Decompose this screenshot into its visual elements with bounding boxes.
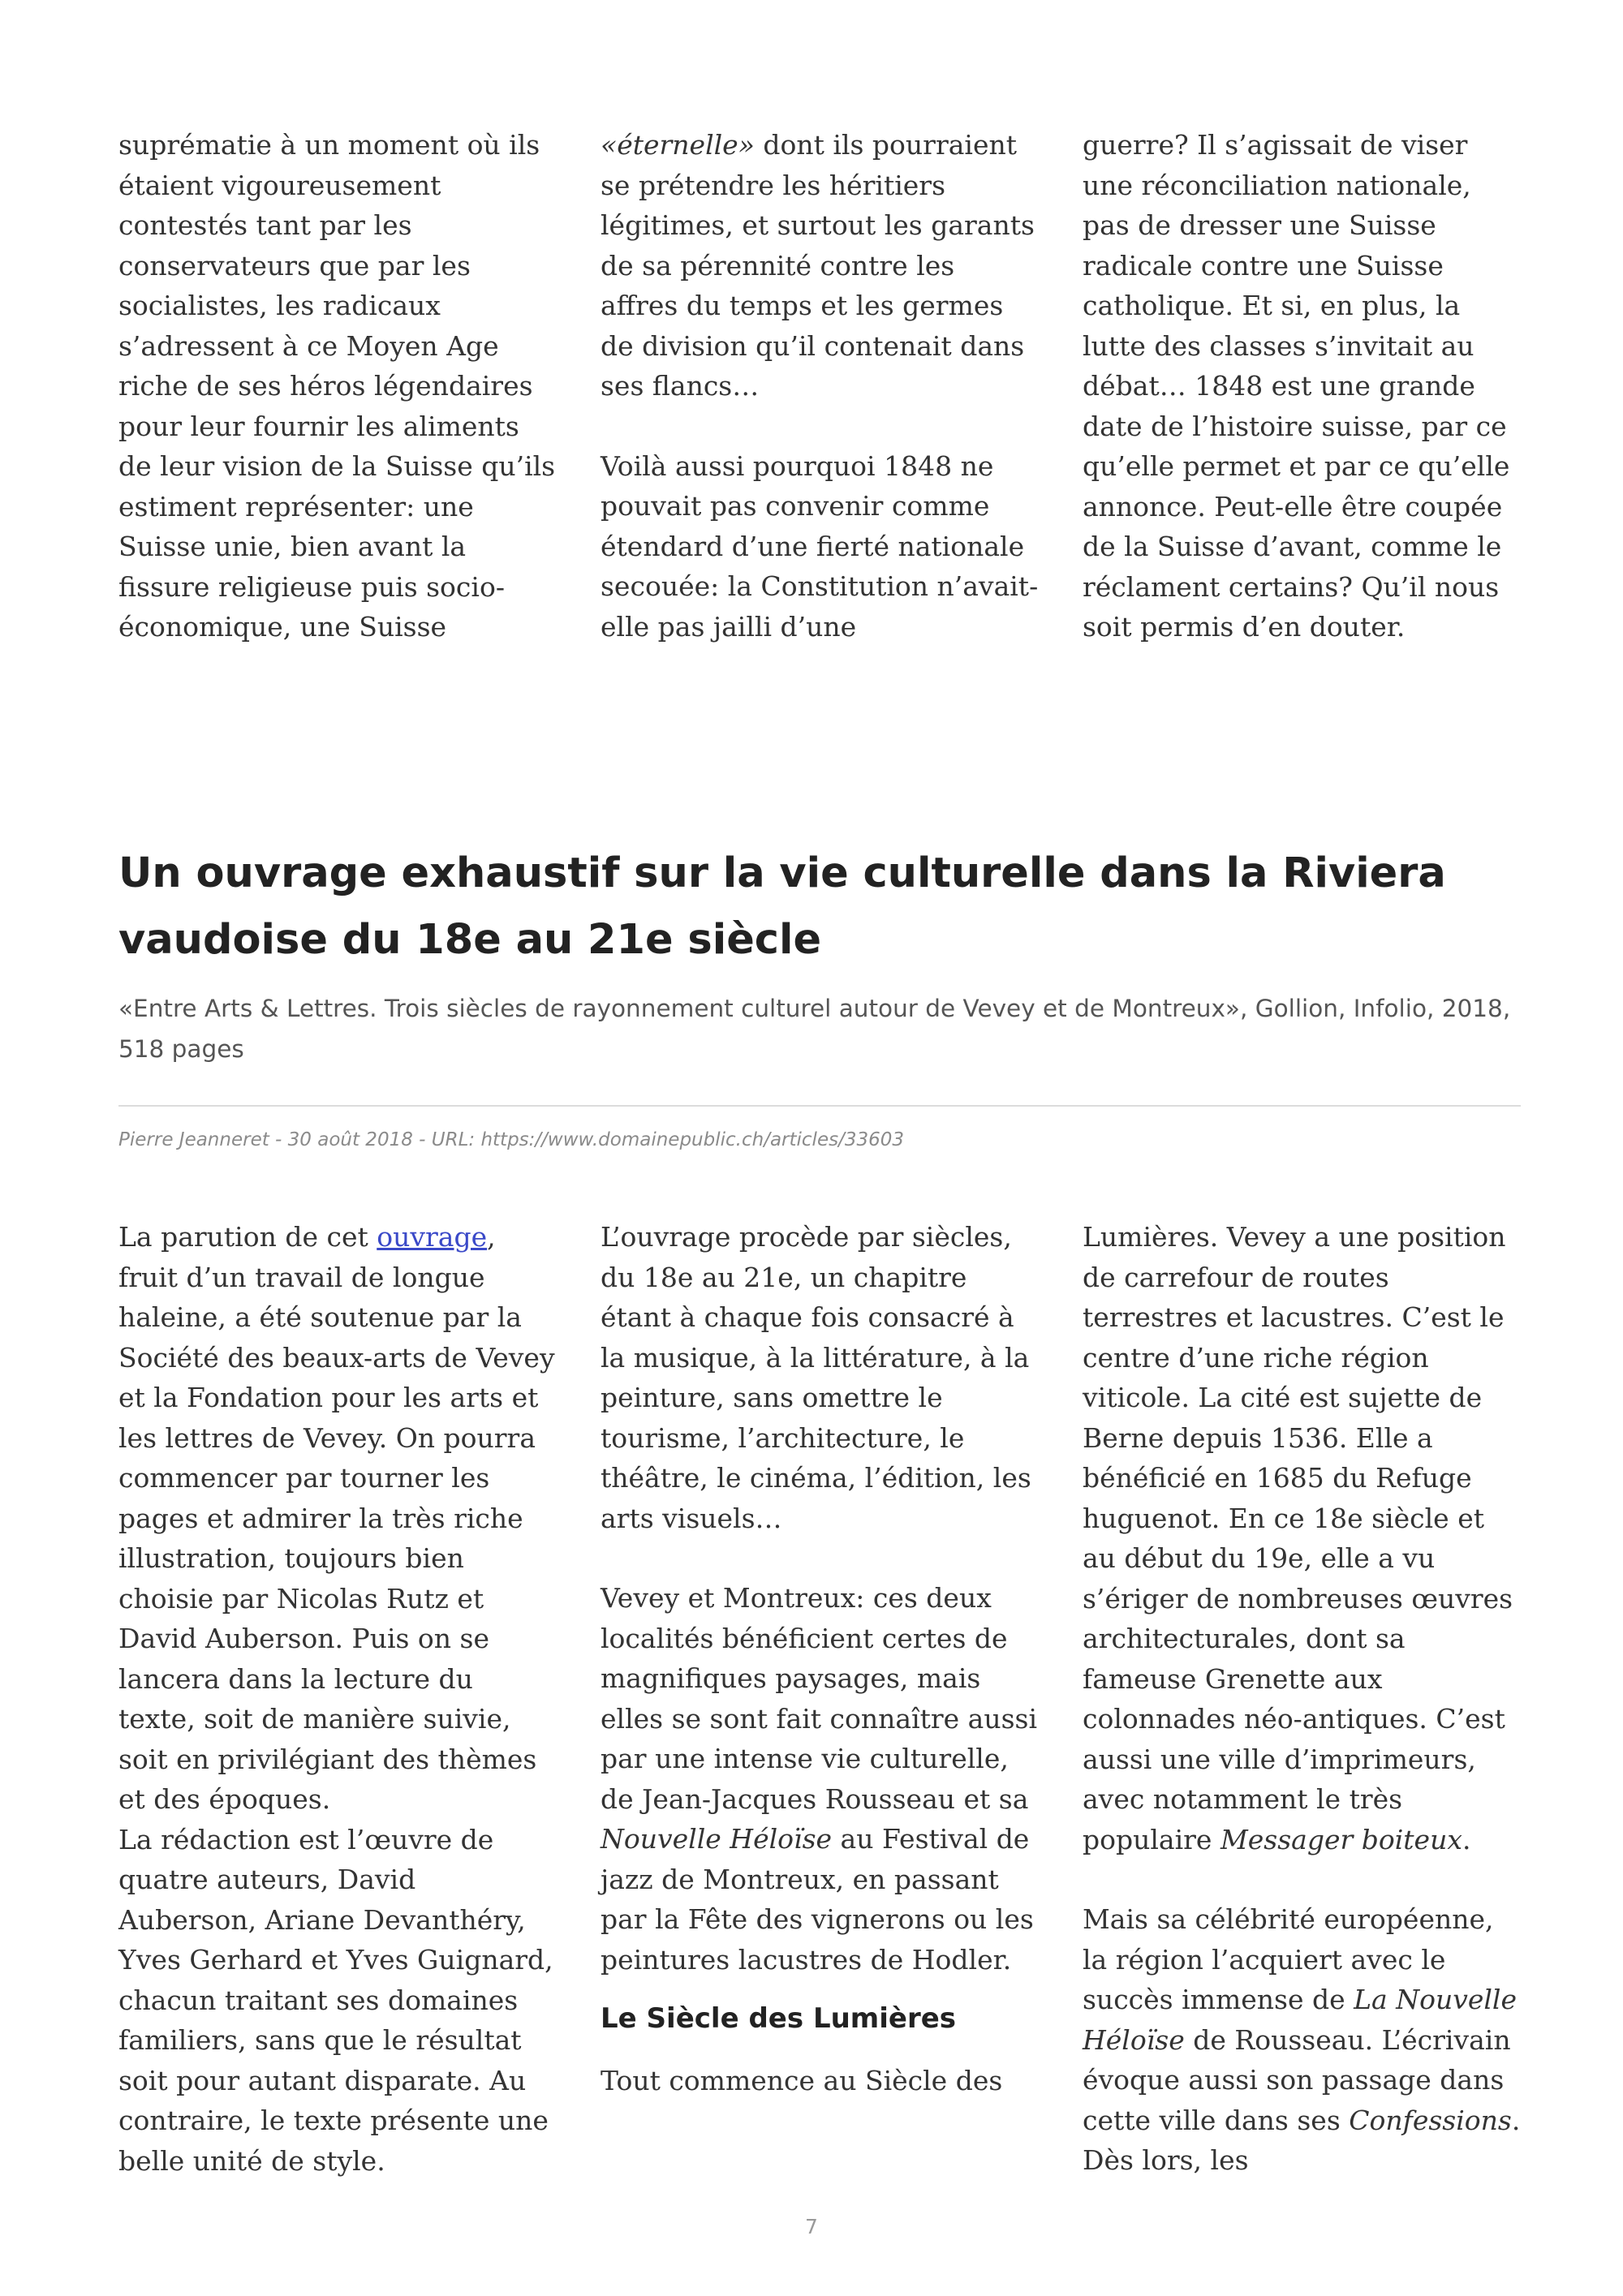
paragraph: L’ouvrage procède par siècles, du 18e au 21e, un chapitre étant à chaque fois consacré à la musique, à la littérature, à la peinture, sans omettre le tourisme, l’architecture, le théâtre, le cinéma, l’édition, les arts visuels…: [601, 1221, 1031, 1534]
paragraph: [601, 1578, 1039, 1980]
previous-article-column-1: [118, 125, 557, 647]
paragraph-text: dont ils pourraient se prétendre les héritiers légitimes, et surtout les garants de sa pérennité contre les affres du temps et les germes de division qu’il contenait dans ses flancs…: [601, 129, 1035, 402]
paragraph: [118, 1217, 557, 1820]
paragraph: [1083, 1217, 1521, 1860]
article-title: Un ouvrage exhaustif sur la vie culturelle dans la Riviera vaudoise du 18e au 21e siècle: [118, 849, 1446, 964]
previous-article-column-2: [601, 125, 1039, 647]
emphasis-text: Messager boiteux: [1220, 1823, 1462, 1855]
paragraph-text: . Dès lors, les: [1083, 2104, 1521, 2176]
paragraph: La rédaction est l’œuvre de quatre auteurs, David Auberson, Ariane Devanthéry, Yves Gerhard et Yves Guignard, chacun traitant ses domaines familiers, sans que le résultat soit pour autant disparate. Au contraire, le texte présente une belle unité de style.: [118, 1823, 553, 2177]
paragraph: [601, 125, 1039, 406]
article-subtitle: «Entre Arts & Lettres. Trois siècles de rayonnement culturel autour de Vevey et de Montreux», Gollion, Infolio, 2018, 518 pages: [118, 995, 1511, 1063]
article-byline: Pierre Jeanneret - 30 août 2018 - URL: https://www.domainepublic.ch/articles/33603: [118, 1129, 904, 1150]
previous-article-columns: [118, 125, 1521, 647]
paragraph: [1083, 1899, 1521, 2181]
paragraph: Tout commence au Siècle des: [601, 2064, 1003, 2096]
paragraph-text: de Rousseau. L’écrivain évoque aussi son passage dans cette ville dans ses: [1083, 2023, 1511, 2136]
emphasis-text: «éternelle»: [601, 129, 755, 161]
section-heading: Le Siècle des Lumières: [601, 2002, 957, 2035]
paragraph-text: au Festival de jazz de Montreux, en passant par la Fête des vignerons ou les peintures lacustres de Hodler.: [601, 1823, 1034, 1976]
ouvrage-link[interactable]: ouvrage: [377, 1221, 488, 1253]
article-column-2: [601, 1217, 1039, 2181]
divider: [118, 1105, 1521, 1107]
paragraph: Voilà aussi pourquoi 1848 ne pouvait pas convenir comme étendard d’une fierté nationale secouée: la Constitution n’avait-elle pas jailli d’une: [601, 449, 1039, 643]
paragraph-text: La parution de cet: [118, 1221, 377, 1253]
article-column-1: [118, 1217, 557, 2181]
paragraph: guerre? Il s’agissait de viser une réconciliation nationale, pas de dresser une Suisse radicale contre une Suisse catholique. Et si, en plus, la lutte des classes s’invitait au débat… 1848 est une grande date de l’histoire suisse, par ce qu’elle permet et par ce qu’elle annonce. Peut-elle être coupée de la Suisse d’avant, comme le réclament certains? Qu’il nous soit permis d’en douter.: [1083, 129, 1510, 643]
paragraph-text: Lumières. Vevey a une position de carrefour de routes terrestres et lacustres. C’est le centre d’une riche région viticole. La cité est sujette de Berne depuis 1536. Elle a bénéficié en 1685 du Refuge huguenot. En ce 18e siècle et au début du 19e, elle a vu s’ériger de nombreuses œuvres architecturales, dont sa fameuse Grenette aux colonnades néo-antiques. C’est aussi une ville d’imprimeurs, avec notamment le très populaire: [1083, 1221, 1513, 1855]
paragraph-text: , fruit d’un travail de longue haleine, a été soutenue par la Société des beaux-arts de Vevey et la Fondation pour les arts et les lettres de Vevey. On pourra commencer par tourner les pages et admirer la très riche illustration, toujours bien choisie par Nicolas Rutz et David Auberson. Puis on se lancera dans la lecture du texte, soit de manière suivie, soit en privilégiant des thèmes et des époques.: [118, 1221, 555, 1815]
article-column-3: [1083, 1217, 1521, 2181]
emphasis-text: La Nouvelle Héloïse: [1083, 1984, 1518, 2056]
page-number: 7: [805, 2215, 818, 2238]
paragraph-text: .: [1462, 1823, 1471, 1855]
emphasis-text: Nouvelle Héloïse: [601, 1823, 833, 1855]
article-columns: [118, 1217, 1521, 2181]
paragraph-text: Vevey et Montreux: ces deux localités bénéficient certes de magnifiques paysages, mais elles se sont fait connaître aussi par une intense vie culturelle, de Jean-Jacques Rousseau et sa: [601, 1582, 1038, 1815]
paragraph: suprématie à un moment où ils étaient vigoureusement contestés tant par les conservateurs que par les socialistes, les radicaux s’adressent à ce Moyen Age riche de ses héros légendaires pour leur fournir les aliments de leur vision de la Suisse qu’ils estiment représenter: une Suisse unie, bien avant la fissure religieuse puis socio-économique, une Suisse: [118, 129, 556, 643]
emphasis-text: Confessions: [1349, 2104, 1512, 2136]
previous-article-column-3: [1083, 125, 1521, 647]
paragraph-text: Mais sa célébrité européenne, la région l’acquiert avec le succès immense de: [1083, 1903, 1494, 2015]
